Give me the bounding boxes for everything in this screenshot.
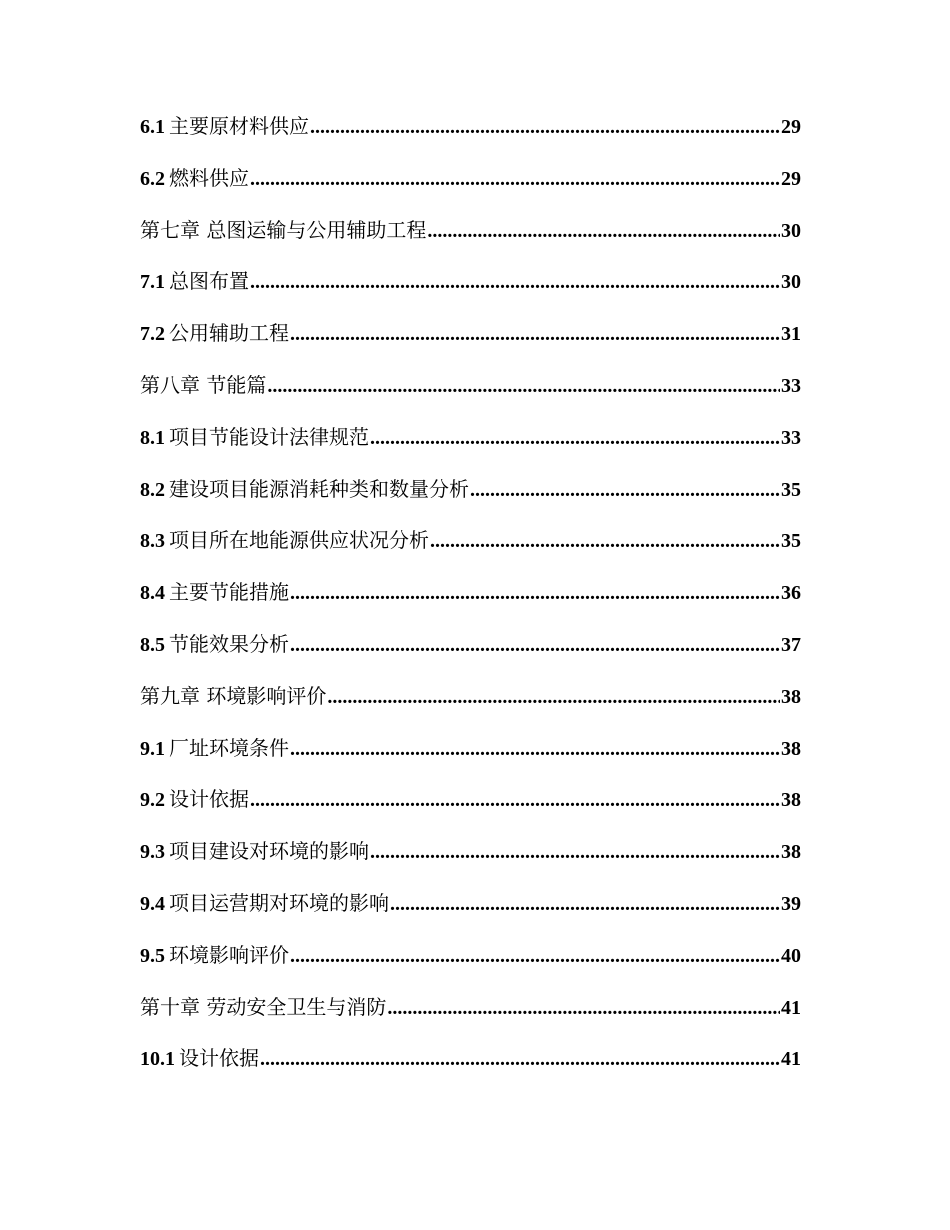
toc-section-entry[interactable] xyxy=(140,263,801,315)
toc-entry-text: 环境影响评价 xyxy=(169,942,289,967)
toc-dot-leader xyxy=(387,990,780,1026)
toc-entry-number: 9.1 xyxy=(140,737,165,760)
toc-entry-text: 厂址环境条件 xyxy=(169,735,289,760)
toc-entry-number: 9.3 xyxy=(140,841,165,864)
toc-entry-text: 建设项目能源消耗种类和数量分析 xyxy=(169,476,469,501)
toc-section-entry[interactable] xyxy=(140,574,801,626)
toc-page-number: 29 xyxy=(781,167,801,190)
toc-entry-text: 主要原材料供应 xyxy=(169,114,309,138)
toc-entry-title xyxy=(140,989,386,1025)
table-of-contents xyxy=(140,108,801,1092)
toc-section-entry[interactable] xyxy=(140,315,801,367)
toc-page-number: 39 xyxy=(781,892,801,915)
toc-chapter-entry[interactable] xyxy=(140,989,801,1041)
toc-entry-title xyxy=(140,678,326,714)
toc-dot-leader xyxy=(370,834,780,870)
toc-entry-title xyxy=(140,315,289,352)
toc-entry-text: 项目节能设计法律规范 xyxy=(169,424,369,449)
toc-dot-leader xyxy=(310,109,780,145)
toc-dot-leader xyxy=(427,213,780,249)
toc-entry-title xyxy=(140,522,429,559)
toc-dot-leader xyxy=(290,316,780,352)
toc-page-number: 35 xyxy=(781,478,801,501)
toc-dot-leader xyxy=(390,886,780,922)
toc-entry-text: 项目建设对环境的影响 xyxy=(169,839,369,864)
toc-dot-leader xyxy=(370,420,780,456)
toc-chapter-entry[interactable] xyxy=(140,212,801,264)
toc-dot-leader xyxy=(290,938,780,974)
toc-entry-title xyxy=(140,937,289,974)
toc-entry-text: 设计依据 xyxy=(179,1046,259,1071)
toc-dot-leader xyxy=(250,161,780,197)
toc-entry-title xyxy=(140,885,389,922)
toc-page-number: 38 xyxy=(781,737,801,760)
toc-entry-number: 8.4 xyxy=(140,582,165,605)
toc-entry-number: 6.2 xyxy=(140,167,165,190)
toc-entry-text: 主要节能措施 xyxy=(169,580,289,605)
toc-entry-title xyxy=(140,781,249,818)
toc-section-entry[interactable] xyxy=(140,781,801,833)
toc-entry-text: 燃料供应 xyxy=(169,165,249,190)
toc-entry-text: 节能效果分析 xyxy=(169,631,289,656)
toc-entry-title xyxy=(140,419,369,456)
toc-dot-leader xyxy=(267,368,780,404)
toc-page-number: 37 xyxy=(781,633,801,656)
toc-dot-leader xyxy=(260,1041,780,1077)
toc-entry-text: 设计依据 xyxy=(169,787,249,812)
toc-entry-number: 9.2 xyxy=(140,789,165,812)
toc-entry-title xyxy=(140,1040,259,1077)
toc-page-number: 38 xyxy=(781,789,801,812)
toc-entry-title xyxy=(140,263,249,300)
toc-page-number: 35 xyxy=(781,530,801,553)
toc-page-number: 33 xyxy=(781,426,801,449)
toc-entry-title xyxy=(140,212,426,248)
toc-page-number: 41 xyxy=(781,1048,801,1071)
toc-dot-leader xyxy=(250,782,780,818)
toc-dot-leader xyxy=(327,679,780,715)
toc-page-number: 30 xyxy=(781,271,801,294)
toc-section-entry[interactable] xyxy=(140,885,801,937)
toc-entry-title xyxy=(140,160,249,197)
toc-page-number: 38 xyxy=(781,685,801,708)
toc-entry-title xyxy=(140,833,369,870)
toc-section-entry[interactable] xyxy=(140,626,801,678)
toc-section-entry[interactable] xyxy=(140,108,801,160)
toc-entry-text: 总图布置 xyxy=(169,269,249,294)
toc-dot-leader xyxy=(290,731,780,767)
toc-entry-title xyxy=(140,108,309,145)
toc-section-entry[interactable] xyxy=(140,471,801,523)
toc-dot-leader xyxy=(470,472,780,508)
toc-entry-text: 第九章 环境影响评价 xyxy=(140,683,327,708)
toc-entry-number: 7.1 xyxy=(140,271,165,294)
toc-page-number: 36 xyxy=(781,582,801,605)
toc-page-number: 29 xyxy=(781,116,801,138)
toc-entry-text: 第七章 总图运输与公用辅助工程 xyxy=(140,217,427,242)
toc-dot-leader xyxy=(250,264,780,300)
toc-entry-title xyxy=(140,626,289,663)
toc-entry-title xyxy=(140,574,289,611)
toc-section-entry[interactable] xyxy=(140,937,801,989)
toc-page-number: 31 xyxy=(781,323,801,346)
toc-entry-number: 9.4 xyxy=(140,892,165,915)
toc-entry-text: 公用辅助工程 xyxy=(169,321,289,346)
toc-section-entry[interactable] xyxy=(140,730,801,782)
toc-page-number: 33 xyxy=(781,374,801,397)
toc-section-entry[interactable] xyxy=(140,160,801,212)
toc-entry-number: 8.1 xyxy=(140,426,165,449)
toc-entry-number: 8.2 xyxy=(140,478,165,501)
toc-section-entry[interactable] xyxy=(140,833,801,885)
toc-entry-text: 项目运营期对环境的影响 xyxy=(169,890,389,915)
toc-entry-title xyxy=(140,471,469,508)
toc-entry-title xyxy=(140,367,266,403)
toc-entry-number: 10.1 xyxy=(140,1048,175,1071)
toc-section-entry[interactable] xyxy=(140,522,801,574)
toc-entry-number: 9.5 xyxy=(140,944,165,967)
toc-page-number: 40 xyxy=(781,944,801,967)
toc-section-entry[interactable] xyxy=(140,1040,801,1092)
toc-dot-leader xyxy=(430,523,780,559)
toc-page-number: 30 xyxy=(781,219,801,242)
toc-dot-leader xyxy=(290,575,780,611)
toc-chapter-entry[interactable] xyxy=(140,678,801,730)
toc-entry-number: 8.3 xyxy=(140,530,165,553)
toc-page-number: 38 xyxy=(781,841,801,864)
toc-entry-text: 第八章 节能篇 xyxy=(140,372,267,397)
toc-entry-number: 7.2 xyxy=(140,323,165,346)
toc-entry-number: 8.5 xyxy=(140,633,165,656)
toc-page-number: 41 xyxy=(781,996,801,1019)
toc-dot-leader xyxy=(290,627,780,663)
toc-entry-number: 6.1 xyxy=(140,116,165,138)
toc-section-entry[interactable] xyxy=(140,419,801,471)
toc-entry-text: 项目所在地能源供应状况分析 xyxy=(169,528,429,553)
toc-chapter-entry[interactable] xyxy=(140,367,801,419)
toc-entry-text: 第十章 劳动安全卫生与消防 xyxy=(140,994,387,1019)
toc-entry-title xyxy=(140,730,289,767)
